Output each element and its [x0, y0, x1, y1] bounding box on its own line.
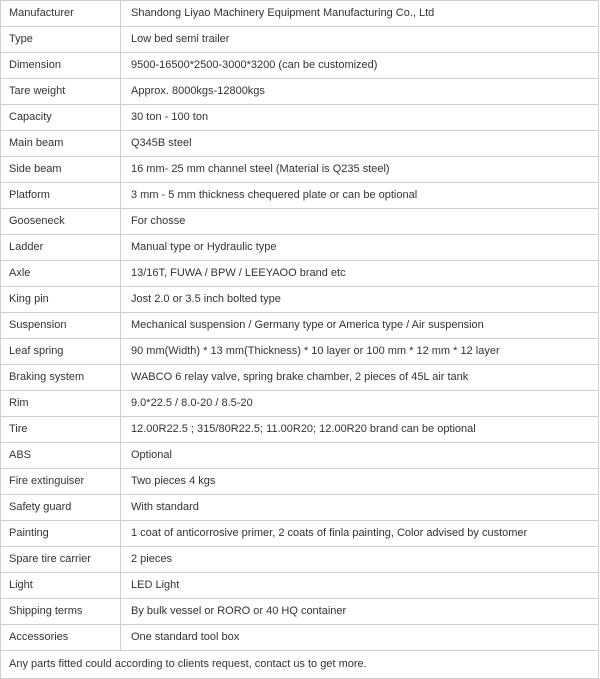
spec-label: Spare tire carrier	[1, 547, 121, 573]
spec-value: 90 mm(Width) * 13 mm(Thickness) * 10 layer or 100 mm * 12 mm * 12 layer	[121, 339, 599, 365]
table-row	[1, 547, 599, 573]
spec-label: Type	[1, 27, 121, 53]
spec-value: LED Light	[121, 573, 599, 599]
spec-value: With standard	[121, 495, 599, 521]
spec-value: 9500-16500*2500-3000*3200 (can be customized)	[121, 53, 599, 79]
table-row	[1, 105, 599, 131]
table-row	[1, 521, 599, 547]
spec-value: 9.0*22.5 / 8.0-20 / 8.5-20	[121, 391, 599, 417]
table-row	[1, 625, 599, 651]
spec-value: Two pieces 4 kgs	[121, 469, 599, 495]
spec-value: 1 coat of anticorrosive primer, 2 coats of finla painting, Color advised by customer	[121, 521, 599, 547]
table-row	[1, 261, 599, 287]
spec-value: Low bed semi trailer	[121, 27, 599, 53]
table-row	[1, 391, 599, 417]
spec-label: Tire	[1, 417, 121, 443]
spec-label: Accessories	[1, 625, 121, 651]
spec-label: Capacity	[1, 105, 121, 131]
spec-label: King pin	[1, 287, 121, 313]
spec-value: WABCO 6 relay valve, spring brake chamber, 2 pieces of 45L air tank	[121, 365, 599, 391]
table-row	[1, 287, 599, 313]
table-row	[1, 27, 599, 53]
spec-label: Safety guard	[1, 495, 121, 521]
spec-value: 13/16T, FUWA / BPW / LEEYAOO brand etc	[121, 261, 599, 287]
spec-label: Light	[1, 573, 121, 599]
spec-value: 3 mm - 5 mm thickness chequered plate or can be optional	[121, 183, 599, 209]
table-row	[1, 313, 599, 339]
spec-label: Side beam	[1, 157, 121, 183]
spec-value: 2 pieces	[121, 547, 599, 573]
spec-label: Tare weight	[1, 79, 121, 105]
table-row	[1, 209, 599, 235]
spec-label: Gooseneck	[1, 209, 121, 235]
table-row	[1, 183, 599, 209]
spec-value: For chosse	[121, 209, 599, 235]
spec-label: Shipping terms	[1, 599, 121, 625]
table-row	[1, 339, 599, 365]
spec-value: Approx. 8000kgs-12800kgs	[121, 79, 599, 105]
spec-label: Ladder	[1, 235, 121, 261]
spec-value: Optional	[121, 443, 599, 469]
spec-label: Braking system	[1, 365, 121, 391]
spec-value: 30 ton - 100 ton	[121, 105, 599, 131]
spec-label: Painting	[1, 521, 121, 547]
spec-value: Q345B steel	[121, 131, 599, 157]
table-row	[1, 495, 599, 521]
table-row	[1, 131, 599, 157]
table-row	[1, 599, 599, 625]
table-row	[1, 573, 599, 599]
table-row	[1, 417, 599, 443]
spec-label: Platform	[1, 183, 121, 209]
spec-label: ABS	[1, 443, 121, 469]
table-row	[1, 157, 599, 183]
spec-value: By bulk vessel or RORO or 40 HQ container	[121, 599, 599, 625]
spec-label: Manufacturer	[1, 1, 121, 27]
footnote-row	[1, 651, 599, 679]
spec-value: One standard tool box	[121, 625, 599, 651]
spec-value: 12.00R22.5 ; 315/80R22.5; 11.00R20; 12.00R20 brand can be optional	[121, 417, 599, 443]
spec-label: Rim	[1, 391, 121, 417]
footnote: Any parts fitted could according to clients request, contact us to get more.	[1, 651, 599, 679]
table-row	[1, 469, 599, 495]
spec-label: Suspension	[1, 313, 121, 339]
spec-value: Shandong Liyao Machinery Equipment Manufacturing Co., Ltd	[121, 1, 599, 27]
spec-label: Axle	[1, 261, 121, 287]
spec-label: Dimension	[1, 53, 121, 79]
table-row	[1, 365, 599, 391]
table-row	[1, 443, 599, 469]
table-row	[1, 53, 599, 79]
spec-table-body	[1, 1, 599, 679]
table-row	[1, 235, 599, 261]
spec-value: 16 mm- 25 mm channel steel (Material is Q235 steel)	[121, 157, 599, 183]
spec-value: Manual type or Hydraulic type	[121, 235, 599, 261]
table-row	[1, 1, 599, 27]
spec-label: Leaf spring	[1, 339, 121, 365]
table-row	[1, 79, 599, 105]
spec-label: Fire extinguiser	[1, 469, 121, 495]
spec-value: Jost 2.0 or 3.5 inch bolted type	[121, 287, 599, 313]
spec-label: Main beam	[1, 131, 121, 157]
spec-value: Mechanical suspension / Germany type or America type / Air suspension	[121, 313, 599, 339]
